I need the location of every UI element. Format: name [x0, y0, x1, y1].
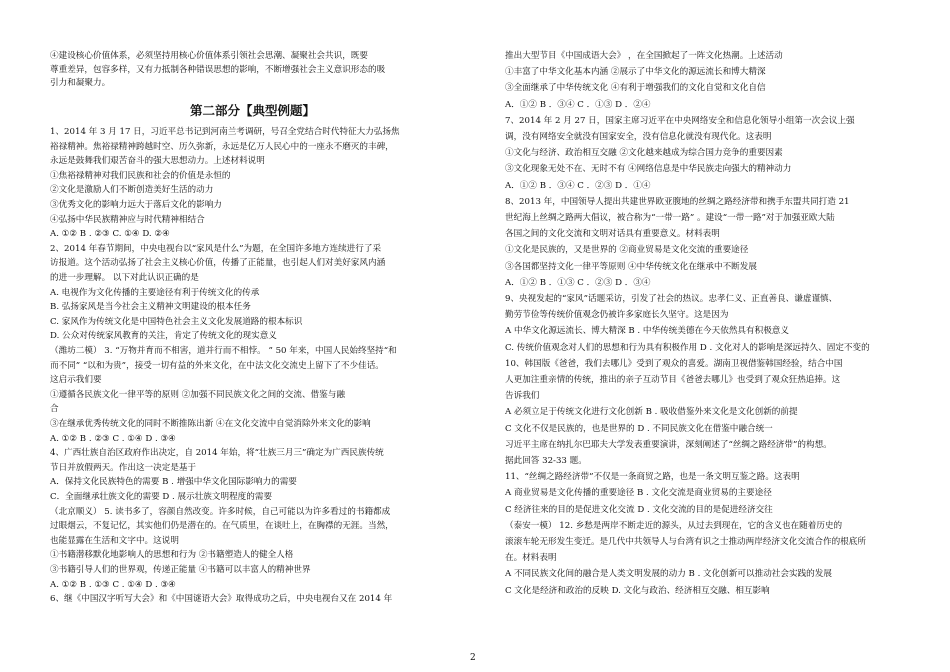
left-line: 而不同” “以和为贵”，接受一切有益的外来文化，在中法文化交流史上留下了不少佳话。 — [50, 360, 384, 371]
right-line: A 商业贸易是文化传播的重要途径 B . 文化交流是商业贸易的主要途径 — [505, 488, 772, 499]
right-line: （泰安一模） 12. 乡愁是两岸不断走近的源头，从过去到现在，它的含义也在随着历史的 — [505, 520, 843, 531]
left-line: A．保持文化民族特色的需要 B . 增强中华文化国际影响力的需要 — [50, 477, 297, 488]
left-line: ①书籍潜移默化地影响人的思想和行为 ②书籍塑造人的健全人格 — [50, 550, 294, 561]
right-line: 据此回答 32-33 题。 — [505, 456, 587, 466]
right-line: 人更加注重亲情的传统，推出的亲子互动节目《爸爸去哪儿》也受到了观众狂热追捧。这 — [505, 375, 841, 385]
left-line: 4、广西壮族自治区政府作出决定，自 2014 年始，将“壮族三月三”确定为广西民族传统 — [50, 448, 384, 459]
left-line: ④弘扬中华民族精神应与时代精神相结合 — [50, 214, 205, 225]
right-line: ①丰富了中华文化基本内涵 ②展示了中华文化的源远流长和博大精深 — [505, 67, 766, 78]
right-line: A．①② B ．①③ C ．②③ D ．③④ — [505, 277, 651, 288]
left-line: （北京顺义） 5. 读书多了，容颜自然改变。许多时候，自己可能以为许多看过的书籍都成 — [50, 506, 391, 517]
left-line: C．全面继承壮族文化的需要 D . 展示壮族文明程度的需要 — [50, 492, 273, 502]
left-line: 1、2014 年 3 月 17 日，习近平总书记到河南兰考调研，号召全党结合时代特征大力弘扬焦 — [50, 127, 400, 137]
left-column — [50, 0, 455, 672]
right-line: 8、2013 年，中国领导人提出共建世界欧亚腹地的丝绸之路经济带和携手东盟共同打造 21 — [505, 196, 850, 207]
right-line: 在。材料表明 — [505, 553, 557, 564]
left-line: A. ①② B . ①③ C . ①④ D . ③④ — [50, 579, 176, 590]
left-line: 这启示我们要 — [50, 375, 102, 386]
right-line: C 文化是经济和政治的反映 D. 文化与政治、经济相互交融、相互影响 — [505, 585, 770, 596]
left-line: B. 弘扬家风是当今社会主义精神文明建设的根本任务 — [50, 302, 251, 313]
left-line: ①遵循各民族文化一律平等的原则 ②加强不同民族文化之间的交流、借鉴与融 — [50, 389, 345, 400]
left-line: 也能显露在生活和文字中。这说明 — [50, 535, 179, 546]
left-line: 过眼烟云，不复记忆，其实他们仍是潜在的。在气质里，在谈吐上，在胸襟的无涯。当然， — [50, 521, 394, 532]
left-line: ④建设核心价值体系，必须坚持用核心价值体系引领社会思潮、凝聚社会共识，既要 — [50, 51, 368, 61]
right-line: C 文化不仅是民族的，也是世界的 D . 不同民族文化在借鉴中融合统一 — [505, 423, 773, 434]
left-line: ③在继承优秀传统文化的同时不断推陈出新 ④在文化交流中自觉消除外来文化的影响 — [50, 419, 371, 429]
left-line: A. ①② B . ②③ C . ①④ D . ③④ — [50, 433, 176, 444]
left-line: ③书籍引导人们的世界观，传递正能量 ④书籍可以丰富人的精神世界 — [50, 565, 311, 575]
right-line: 7、2014 年 2 月 27 日，国家主席习近平在中央网络安全和信息化领导小组第一次会议上强 — [505, 115, 855, 126]
left-line: C. 家风作为传统文化是中国特色社会主义文化发展道路的根本标识 — [50, 316, 303, 327]
right-column — [505, 0, 885, 672]
right-line: 各国之间的文化交流和文明对话具有重要意义。材料表明 — [505, 229, 720, 240]
left-line: 访报道。这个活动弘扬了社会主义核心价值，传播了正能量，也引起人们对美好家风内涵 — [50, 258, 386, 269]
right-line: 调，没有网络安全就没有国家安全，没有信息化就没有现代化。这表明 — [505, 132, 772, 142]
left-line: 永远是鼓舞我们艰苦奋斗的强大思想动力。上述材料说明 — [50, 156, 265, 167]
right-line: ①文化是民族的，又是世界的 ②商业贸易是文化交流的重要途径 — [505, 245, 749, 256]
left-line: 的进一步理解。 以下对此认识正确的是 — [50, 273, 199, 283]
right-line: 滚滚车轮无形发生变迁。是几代中共领导人与台湾有识之士推动两岸经济文化交流合作的根底所 — [505, 537, 866, 547]
right-line: A 不同民族文化间的融合是人类文明发展的动力 B . 文化创新可以推动社会实践的发展 — [505, 569, 832, 580]
left-line: A. 电视作为文化传播的主要途径有利于传统文化的传承 — [50, 287, 260, 298]
right-line: 10、韩国版《爸爸，我们去哪儿》受到了观众的喜爱。湖南卫视借鉴韩国经验，结合中国 — [505, 358, 843, 369]
left-line: 6、继《中国汉字听写大会》和《中国谜语大会》取得成功之后，中央电视台又在 2014 年 — [50, 594, 393, 605]
left-line: ③优秀文化的影响力远大于落后文化的影响力 — [50, 200, 222, 210]
left-line: A. ①② B . ②③ C. ①④ D. ②④ — [50, 229, 170, 240]
right-line: ③各国都坚持文化一律平等原则 ④中华传统文化在继承中不断发展 — [505, 261, 757, 272]
right-line: 推出大型节目《中国成语大会》 ，在全国掀起了一阵文化热潮。上述活动 — [505, 51, 783, 61]
left-line: （潍坊二模） 3. “万物并育而不相害，道并行而不相悖。 ” 50 年来，中国人民始终坚持“和 — [50, 346, 397, 356]
left-line: 节日并放假两天。作出这一决定是基于 — [50, 462, 197, 473]
right-line: C. 传统价值观念对人们的思想和行为具有积极作用 D . 文化对人的影响是深远持久、固定不变的 — [505, 342, 870, 353]
page-number: 2 — [470, 653, 476, 663]
right-line: A．①② B ．③④ C ．①③ D ．②④ — [505, 99, 651, 110]
right-line: 勤劳节俭等传统价值观念仍被许多家庭长久坚守。这是因为 — [505, 310, 729, 321]
right-line: 世纪海上丝绸之路两大倡议，被合称为“一带一路” 。建设“一带一路”对于加强亚欧大陆 — [505, 213, 835, 223]
right-line: ①文化与经济、政治相互交融 ②文化越来越成为综合国力竞争的重要因素 — [505, 148, 783, 159]
left-line: 合 — [50, 404, 59, 415]
left-line: ①焦裕禄精神对我们民族和社会的价值是永恒的 — [50, 170, 231, 181]
right-line: ③全面继承了中华传统文化 ④有利于增强我们的文化自觉和文化自信 — [505, 83, 766, 94]
left-line: ②文化是激励人们不断创造美好生活的动力 — [50, 185, 214, 196]
section-title: 第二部分【典型例题】 — [189, 103, 315, 118]
right-line: 11、“丝绸之路经济带”不仅是一条商贸之路，也是一条文明互鉴之路。这表明 — [505, 472, 800, 483]
left-line: 尊重差异，包容多样，又有力抵制各种错误思想的影响，不断增强社会主义意识形态的吸 — [50, 64, 386, 75]
left-line: 裕禄精神。焦裕禄精神跨越时空、历久弥新，永远是亿万人民心中的一座永不磨灭的丰碑， — [50, 141, 394, 152]
right-line: A 中华文化源远流长、博大精深 B . 中华传统美德在今天依然具有积极意义 — [505, 326, 789, 337]
left-line: 2、2014 年春节期间，中央电视台以“家风是什么”为题，在全国许多地方连续进行了采 — [50, 243, 382, 254]
right-line: A．①② B ．③④ C ．②③ D ．①④ — [505, 180, 651, 191]
left-line: D. 公众对传统家风教育的关注，肯定了传统文化的现实意义 — [50, 331, 277, 342]
right-line: ③文化现象无处不在、无时不有 ④网络信息是中华民族走向强大的精神动力 — [505, 164, 792, 175]
right-line: 9、央视发起的“家风”话题采访，引发了社会的热议。忠孝仁义、正直善良、谦虚谨慎、 — [505, 294, 838, 304]
right-line: 习近平主席在纳扎尔巴耶夫大学发表重要演讲，深刻阐述了“丝绸之路经济带”的构想。 — [505, 439, 832, 450]
left-line: 引力和凝聚力。 — [50, 78, 111, 88]
right-line: C 经济往来的目的是促进文化交流 D . 文化交流的目的是促进经济交往 — [505, 504, 773, 515]
right-line: 告诉我们 — [505, 391, 540, 402]
right-line: A 必须立足于传统文化进行文化创新 B . 吸收借鉴外来文化是文化创新的前提 — [505, 407, 798, 418]
